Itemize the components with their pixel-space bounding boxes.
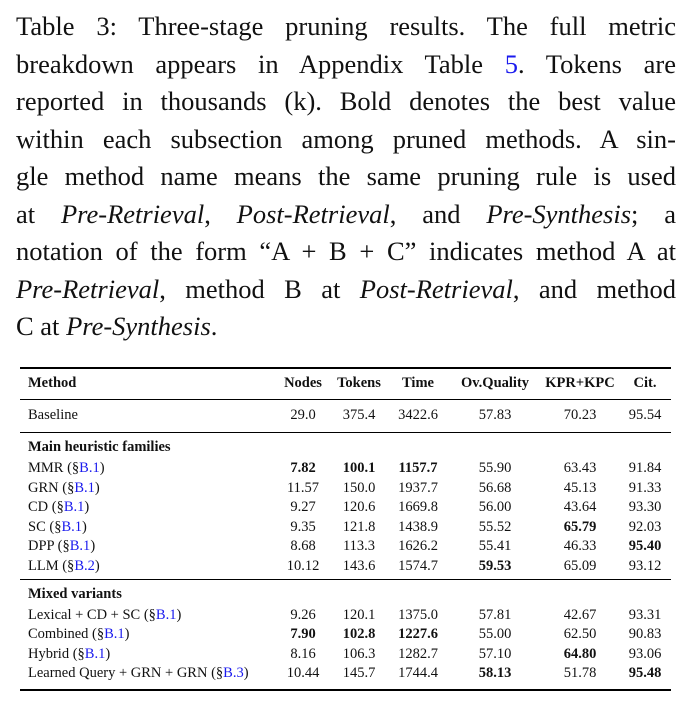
- caption-text: .: [210, 311, 218, 341]
- cell-time: 1669.8: [398, 499, 438, 516]
- caption-text: within each subsection among pruned methods. A sin-: [16, 123, 676, 154]
- caption-text: C at: [16, 311, 67, 341]
- caption-text: notation of the form “A + B + C” indicates method A at: [16, 236, 676, 266]
- caption-text: Post-Retrieval: [236, 198, 390, 229]
- method-label: Hybrid (§: [28, 645, 85, 662]
- section-ref-link[interactable]: B.1: [84, 645, 106, 662]
- cell-kpr-kpc: 42.67: [563, 606, 597, 623]
- cell-cit: 95.48: [628, 665, 662, 682]
- table-row: [20, 517, 671, 537]
- method-name: [28, 536, 95, 556]
- cell-tokens: 113.3: [342, 538, 376, 555]
- caption-line: [16, 196, 676, 234]
- cell-nodes: 9.35: [290, 518, 316, 535]
- cell-cit: 95.40: [628, 538, 662, 555]
- baseline-ovquality: 57.83: [478, 407, 512, 423]
- section-ref-link[interactable]: B.3: [223, 665, 244, 682]
- method-name: [28, 644, 110, 664]
- cell-cit: 93.06: [628, 645, 662, 662]
- table-row: [20, 644, 671, 664]
- col-header-time: Time: [402, 375, 434, 391]
- method-label: MMR (§: [28, 460, 80, 476]
- table-row: [20, 624, 671, 644]
- cell-kpr-kpc: 46.33: [563, 538, 597, 555]
- caption-line: [16, 46, 676, 84]
- method-label-tail: ): [94, 558, 100, 574]
- cell-nodes: 10.12: [286, 558, 320, 574]
- cell-ovquality: 57.10: [478, 645, 512, 662]
- caption-line: [16, 8, 676, 46]
- section-ref-link[interactable]: B.1: [74, 479, 95, 496]
- section-ref-link[interactable]: B.1: [104, 626, 125, 643]
- bottom-rule: [20, 689, 671, 691]
- baseline-cit: 95.54: [628, 407, 662, 423]
- method-label-tail: ): [176, 606, 182, 623]
- baseline-time: 3422.6: [398, 407, 438, 423]
- cell-tokens: 106.3: [342, 645, 376, 662]
- cell-cit: 91.33: [628, 479, 662, 496]
- section-rule: [20, 579, 671, 580]
- caption-text: reported in thousands (k). Bold denotes the best value: [16, 86, 676, 116]
- col-header-nodes: Nodes: [284, 375, 322, 391]
- method-name: [28, 605, 181, 625]
- cell-time: 1375.0: [398, 606, 438, 623]
- cell-kpr-kpc: 43.64: [563, 499, 597, 516]
- header-rule: [20, 399, 671, 400]
- cell-ovquality: 56.68: [478, 479, 512, 496]
- section-title: Main heuristic families: [28, 439, 171, 455]
- baseline-kpr-kpc: 70.23: [563, 407, 597, 423]
- cell-cit: 93.12: [628, 558, 662, 574]
- cell-nodes: 8.68: [290, 538, 316, 555]
- caption-text: ; a: [631, 198, 677, 229]
- caption-text: at: [16, 198, 61, 229]
- section-title: Mixed variants: [28, 585, 122, 602]
- cell-time: 1744.4: [398, 665, 438, 682]
- method-label: DPP (§: [28, 538, 70, 555]
- cell-time: 1282.7: [398, 645, 438, 662]
- table-row: [20, 536, 671, 556]
- table-caption: [16, 8, 676, 346]
- table-row: [20, 458, 671, 478]
- cell-nodes: 9.26: [290, 606, 316, 623]
- cell-time: 1438.9: [398, 518, 438, 535]
- caption-text: Pre-Retrieval: [60, 198, 205, 229]
- method-name: [28, 624, 130, 644]
- caption-line: [16, 158, 676, 196]
- method-label-tail: ): [82, 518, 87, 535]
- cell-cit: 91.84: [628, 460, 662, 476]
- method-label-tail: ): [124, 626, 130, 643]
- table-header-row: [20, 373, 671, 393]
- col-header-ovquality: Ov.Quality: [460, 375, 530, 391]
- cell-cit: 93.30: [628, 499, 662, 516]
- method-label-tail: ): [105, 645, 111, 662]
- cell-tokens: 150.0: [342, 479, 376, 496]
- baseline-row: [20, 405, 671, 425]
- cell-nodes: 8.16: [290, 645, 316, 662]
- method-label-tail: ): [243, 665, 249, 682]
- method-name: [28, 458, 105, 478]
- section-ref-link[interactable]: B.1: [61, 518, 82, 535]
- cell-cit: 90.83: [628, 626, 662, 643]
- caption-text: breakdown appears in Appendix Table: [16, 48, 505, 79]
- col-header-kpr-kpc: KPR+KPC: [545, 375, 615, 391]
- method-label: CD (§: [28, 499, 64, 516]
- cell-ovquality: 56.00: [478, 499, 512, 516]
- caption-text: , and: [389, 198, 487, 229]
- method-label: LLM (§: [28, 558, 75, 574]
- method-label: Lexical + CD + SC (§: [28, 606, 156, 623]
- col-header-tokens: Tokens: [337, 375, 381, 391]
- cell-kpr-kpc: 65.09: [563, 558, 597, 574]
- caption-text: gle method name means the same pruning rule is used: [16, 161, 676, 191]
- caption-line: [16, 121, 676, 159]
- cell-nodes: 7.82: [290, 460, 316, 476]
- cell-nodes: 11.57: [286, 479, 320, 496]
- method-label-tail: ): [90, 538, 96, 555]
- table-row: [20, 478, 671, 498]
- cell-ovquality: 55.52: [478, 518, 512, 535]
- table-row: [20, 663, 671, 683]
- cell-tokens: 102.8: [342, 626, 376, 643]
- method-label: Learned Query + GRN + GRN (§: [28, 665, 224, 682]
- table-row: [20, 605, 671, 625]
- section-ref-link[interactable]: B.1: [63, 499, 85, 516]
- method-name: [28, 478, 100, 498]
- caption-text: , method B at: [159, 273, 360, 304]
- cell-kpr-kpc: 64.80: [563, 645, 597, 662]
- caption-text: Table 3: Three-stage pruning results. The full metric: [16, 11, 676, 41]
- caption-text: , and method: [512, 273, 677, 304]
- method-label-tail: ): [99, 460, 105, 476]
- caption-text: . Tokens are: [517, 48, 676, 79]
- cell-ovquality: 58.13: [478, 665, 512, 682]
- top-rule: [20, 367, 671, 369]
- cell-tokens: 100.1: [342, 460, 376, 476]
- caption-text: Pre-Retrieval: [16, 273, 160, 304]
- table-row: [20, 497, 671, 517]
- caption-line: [16, 83, 676, 121]
- cell-tokens: 145.7: [342, 665, 376, 682]
- cell-ovquality: 59.53: [478, 558, 512, 574]
- cell-kpr-kpc: 63.43: [563, 460, 597, 476]
- method-name: [28, 517, 87, 537]
- baseline-nodes: 29.0: [290, 407, 316, 423]
- cell-time: 1157.7: [398, 460, 438, 476]
- cell-tokens: 143.6: [342, 558, 376, 574]
- method-label: GRN (§: [28, 479, 75, 496]
- cell-tokens: 121.8: [342, 518, 376, 535]
- cell-cit: 92.03: [628, 518, 662, 535]
- method-label-tail: ): [94, 479, 100, 496]
- cell-tokens: 120.1: [342, 606, 376, 623]
- cell-time: 1626.2: [398, 538, 438, 555]
- col-header-cit: Cit.: [633, 375, 657, 391]
- cell-ovquality: 57.81: [478, 606, 512, 623]
- method-name: [28, 556, 100, 576]
- caption-line: [16, 271, 676, 309]
- table-row: [20, 556, 671, 576]
- section-rule: [20, 432, 671, 433]
- method-name: [28, 663, 249, 683]
- section-ref-link[interactable]: B.2: [74, 558, 95, 574]
- cell-time: 1574.7: [398, 558, 438, 574]
- cell-nodes: 7.90: [290, 626, 316, 643]
- caption-text: Pre-Synthesis: [486, 198, 632, 229]
- cell-cit: 93.31: [628, 606, 662, 623]
- cell-ovquality: 55.41: [478, 538, 512, 555]
- section-title-row: [20, 437, 671, 457]
- cell-kpr-kpc: 65.79: [563, 518, 597, 535]
- section-ref-link[interactable]: B.1: [79, 460, 100, 476]
- cell-nodes: 9.27: [290, 499, 316, 516]
- cell-time: 1937.7: [398, 479, 438, 496]
- method-label: SC (§: [28, 518, 62, 535]
- caption-line: [16, 233, 676, 271]
- section-ref-link[interactable]: B.1: [155, 606, 177, 623]
- cell-kpr-kpc: 62.50: [563, 626, 597, 643]
- cell-ovquality: 55.00: [478, 626, 512, 643]
- section-title-row: [20, 584, 671, 604]
- appendix-table-link[interactable]: 5: [504, 48, 518, 79]
- cell-ovquality: 55.90: [478, 460, 512, 476]
- caption-text: ,: [204, 198, 237, 229]
- method-label-tail: ): [84, 499, 90, 516]
- method-name: [28, 497, 89, 517]
- section-ref-link[interactable]: B.1: [69, 538, 91, 555]
- cell-nodes: 10.44: [286, 665, 320, 682]
- caption-line: [16, 308, 676, 346]
- method-label: Combined (§: [28, 626, 105, 643]
- col-header-method: Method: [28, 375, 77, 391]
- cell-time: 1227.6: [398, 626, 438, 643]
- baseline-method: Baseline: [28, 407, 78, 423]
- baseline-tokens: 375.4: [342, 407, 376, 423]
- cell-tokens: 120.6: [342, 499, 376, 516]
- cell-kpr-kpc: 45.13: [563, 479, 597, 496]
- caption-text: Post-Retrieval: [359, 273, 513, 304]
- cell-kpr-kpc: 51.78: [563, 665, 597, 682]
- caption-text: Pre-Synthesis: [66, 311, 211, 341]
